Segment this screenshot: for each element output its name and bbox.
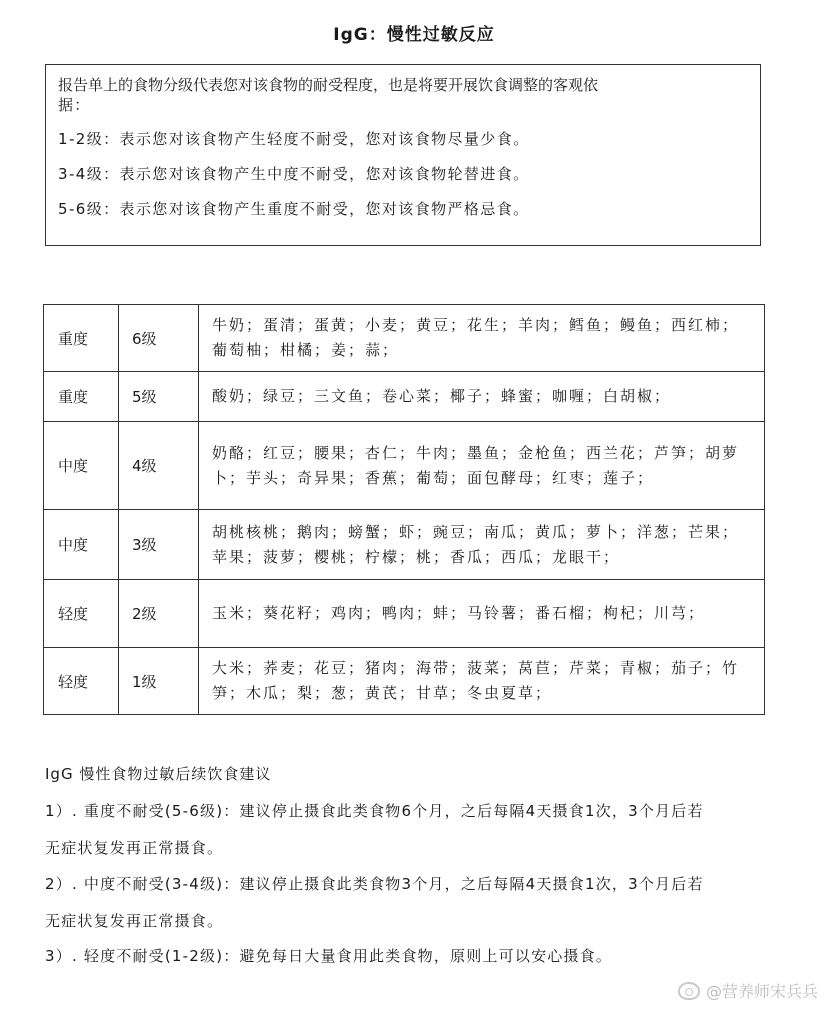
advice-item-1-line2: 无症状复发再正常摄食。 — [45, 839, 224, 857]
intro-lead-line1: 报告单上的食物分级代表您对该食物的耐受程度，也是将要开展饮食调整的客观依 — [58, 76, 599, 94]
severity-cell: 重度 — [44, 372, 119, 422]
table-row — [44, 510, 765, 580]
table-row — [44, 422, 765, 510]
advice-item-1 — [45, 801, 795, 858]
foods-cell: 胡桃核桃；鹅肉；螃蟹；虾；豌豆；南瓜；黄瓜；萝卜；洋葱；芒果；苹果；菠萝；樱桃；柠檬；桃；香瓜；西瓜；龙眼干； — [199, 510, 765, 580]
table-row — [44, 305, 765, 372]
advice-item-2-line1: 2）. 中度不耐受(3-4级)：建议停止摄食此类食物3个月，之后每隔4天摄食1次，3个月后若 — [45, 875, 704, 893]
intro-level-1-2: 1-2级：表示您对该食物产生轻度不耐受，您对该食物尽量少食。 — [58, 130, 530, 148]
foods-cell: 大米；荞麦；花豆；猪肉；海带；菠菜；莴苣；芹菜；青椒；茄子；竹笋；木瓜；梨；葱；黄芪；甘草；冬虫夏草； — [199, 648, 765, 715]
severity-cell: 轻度 — [44, 580, 119, 648]
severity-cell: 轻度 — [44, 648, 119, 715]
foods-cell: 奶酪；红豆；腰果；杏仁；牛肉；墨鱼；金枪鱼；西兰花；芦笋；胡萝卜；芋头；奇异果；香蕉；葡萄；面包酵母；红枣；莲子； — [199, 422, 765, 510]
level-cell: 3级 — [119, 510, 199, 580]
advice-item-3-line1: 3）. 轻度不耐受(1-2级)：避免每日大量食用此类食物，原则上可以安心摄食。 — [45, 947, 613, 965]
level-cell: 4级 — [119, 422, 199, 510]
foods-cell: 玉米；葵花籽；鸡肉；鸭肉；蚌；马铃薯；番石榴；枸杞；川芎； — [199, 580, 765, 648]
severity-cell: 重度 — [44, 305, 119, 372]
severity-cell: 中度 — [44, 422, 119, 510]
foods-cell: 酸奶；绿豆；三文鱼；卷心菜；椰子；蜂蜜；咖喱；白胡椒； — [199, 372, 765, 422]
advice-item-2-line2: 无症状复发再正常摄食。 — [45, 912, 224, 930]
level-cell: 6级 — [119, 305, 199, 372]
intro-box — [45, 64, 761, 246]
food-grade-table — [43, 304, 765, 715]
level-cell: 5级 — [119, 372, 199, 422]
advice-title: IgG 慢性食物过敏后续饮食建议 — [45, 765, 272, 783]
watermark-text: @营养师宋兵兵 — [705, 982, 818, 1001]
foods-cell: 牛奶；蛋清；蛋黄；小麦；黄豆；花生；羊肉；鳕鱼；鳗鱼；西红柿；葡萄柚；柑橘；姜；蒜； — [199, 305, 765, 372]
advice-item-3 — [45, 946, 795, 966]
table-row — [44, 648, 765, 715]
advice-item-1-line1: 1）. 重度不耐受(5-6级)：建议停止摄食此类食物6个月，之后每隔4天摄食1次，3个月后若 — [45, 802, 704, 820]
intro-level-3-4: 3-4级：表示您对该食物产生中度不耐受，您对该食物轮替进食。 — [58, 165, 530, 183]
level-cell: 1级 — [119, 648, 199, 715]
intro-level-5-6: 5-6级：表示您对该食物产生重度不耐受，您对该食物严格忌食。 — [58, 200, 530, 218]
weibo-icon — [678, 982, 700, 1000]
watermark — [678, 979, 818, 1002]
severity-cell: 中度 — [44, 510, 119, 580]
table-row — [44, 372, 765, 422]
level-cell: 2级 — [119, 580, 199, 648]
page-title: IgG：慢性过敏反应 — [333, 25, 495, 45]
advice-item-2 — [45, 874, 795, 931]
table-row — [44, 580, 765, 648]
intro-lead-line2: 据： — [58, 96, 91, 114]
